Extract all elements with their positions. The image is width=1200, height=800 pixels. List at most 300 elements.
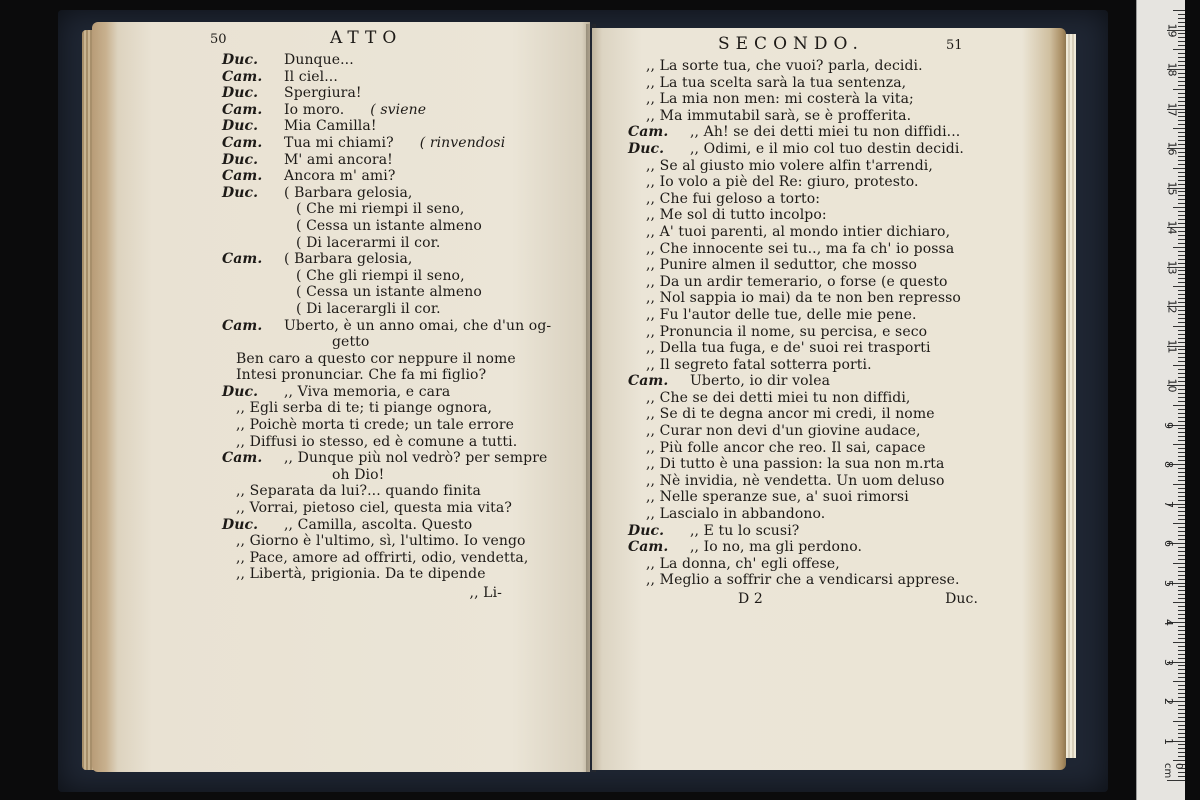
speaker-label (222, 533, 236, 550)
verse-text: Dunque... (284, 52, 354, 68)
speaker-label: Cam. (222, 450, 263, 467)
ruler-tick (1178, 476, 1185, 477)
ruler-tick (1178, 527, 1185, 528)
verse-text: ,, Me sol di tutto incolpo: (646, 207, 827, 224)
verse-text: ,, Ma immutabil sarà, se è profferita. (646, 107, 912, 124)
ruler-tick (1178, 195, 1185, 196)
ruler-tick (1178, 18, 1185, 19)
verse-text: ,, Giorno è l'ultimo, sì, l'ultimo. Io vengo (236, 533, 526, 550)
verse-text: ,, Curar non devi d'un giovine audace, (646, 423, 921, 440)
ruler-tick (1178, 156, 1185, 157)
ruler-tick (1178, 215, 1185, 216)
ruler-tick (1178, 515, 1185, 516)
ruler-tick (1178, 223, 1185, 224)
left-page (92, 22, 590, 772)
verse-text: ( Che mi riempi il seno, (296, 201, 465, 218)
verse-line (222, 400, 542, 417)
ruler-tick (1178, 105, 1185, 106)
ruler-tick (1178, 630, 1185, 631)
verse-text: ,, Pace, amore ad offrirti, odio, vendetta, (236, 549, 529, 566)
verse-line (628, 373, 1038, 390)
verse-line (222, 517, 542, 534)
speaker-label (628, 207, 646, 224)
ruler-tick (1178, 263, 1185, 264)
verse-text: ,, Nelle speranze sue, a' suoi rimorsi (646, 489, 909, 506)
speaker-label: Cam. (628, 373, 669, 390)
ruler-tick (1178, 373, 1185, 374)
ruler-tick (1178, 160, 1185, 161)
ruler-tick (1178, 618, 1185, 619)
ruler-tick (1178, 673, 1185, 674)
verse-text: ,, Io volo a piè del Re: giuro, protesto. (646, 174, 919, 191)
ruler-tick (1178, 377, 1185, 378)
speaker-label (628, 58, 646, 75)
speaker-label: Duc. (628, 522, 665, 539)
ruler-tick (1178, 298, 1185, 299)
verse-line (222, 69, 542, 86)
verse-text: ,, A' tuoi parenti, al mondo intier dichiaro, (646, 223, 951, 240)
ruler-tick (1178, 112, 1185, 113)
ruler-number: 15 (1165, 181, 1179, 195)
ruler-tick (1173, 49, 1185, 50)
ruler-tick (1178, 452, 1185, 453)
speaker-label (222, 434, 236, 451)
ruler-tick (1178, 203, 1185, 204)
ruler-tick (1178, 697, 1185, 698)
ruler-tick (1178, 41, 1185, 42)
verse-text: ,, Se al giusto mio volere alfin t'arrendi, (646, 157, 933, 174)
verse-line (222, 483, 542, 500)
verse-text: Mia Camilla! (284, 118, 377, 135)
verse-text: M' ami ancora! (284, 151, 393, 168)
speaker-label (628, 456, 646, 473)
right-signature: D 2 (738, 591, 763, 607)
ruler-tick (1178, 176, 1185, 177)
right-page-header (628, 36, 1038, 58)
speaker-label (222, 367, 236, 384)
ruler-tick (1178, 468, 1185, 469)
ruler-tick (1178, 184, 1185, 185)
speaker-label: Duc. (222, 184, 259, 201)
verse-line (628, 207, 1038, 224)
ruler-tick (1178, 650, 1185, 651)
ruler-tick (1178, 381, 1185, 382)
ruler-tick (1178, 274, 1185, 275)
verse-text: ,, Dunque più nol vedrò? per sempre (284, 450, 548, 467)
ruler-tick (1178, 259, 1185, 260)
ruler-tick (1178, 101, 1185, 102)
ruler-tick (1178, 448, 1185, 449)
right-page-footer (628, 591, 1038, 609)
verse-line (628, 556, 1038, 573)
speaker-label: Cam. (222, 68, 263, 85)
speaker-label (628, 390, 646, 407)
verse-line (222, 85, 542, 102)
verse-text: ,, Che fui geloso a torto: (646, 190, 821, 207)
verse-line (222, 218, 542, 235)
speaker-label (628, 290, 646, 307)
ruler-tick (1178, 488, 1185, 489)
speaker-label: Cam. (222, 317, 263, 334)
speaker-label (628, 158, 646, 175)
ruler-tick (1178, 45, 1185, 46)
ruler-tick (1178, 421, 1185, 422)
ruler-tick (1178, 744, 1185, 745)
right-page-text (628, 36, 1038, 609)
verse-text: ( Cessa un istante almeno (296, 284, 482, 301)
ruler-tick (1178, 338, 1185, 339)
ruler-tick (1178, 610, 1185, 611)
verse-text: ,, Che innocente sei tu.., ma fa ch' io possa (646, 240, 955, 257)
ruler-tick (1178, 590, 1185, 591)
left-page-footer (222, 585, 542, 603)
ruler-tick (1178, 713, 1185, 714)
ruler-tick (1178, 361, 1185, 362)
speaker-label (222, 566, 236, 583)
speaker-label: Duc. (222, 52, 259, 68)
verse-text: ,, Più folle ancor che reo. Il sai, capace (646, 439, 926, 456)
speaker-label: Duc. (222, 151, 259, 168)
verse-text: ,, Odimi, e il mio col tuo destin decidi. (690, 140, 964, 157)
ruler-tick (1178, 413, 1185, 414)
ruler-tick (1178, 37, 1185, 38)
verse-text: ,, Viva memoria, e cara (284, 383, 451, 400)
right-page (592, 28, 1066, 770)
verse-line (222, 284, 542, 301)
ruler-tick (1178, 53, 1185, 54)
ruler-tick (1178, 26, 1185, 27)
verse-line (222, 351, 542, 368)
speaker-label: Duc. (222, 118, 259, 135)
speaker-label: Cam. (628, 539, 669, 556)
ruler-tick (1178, 357, 1185, 358)
ruler-tick (1178, 551, 1185, 552)
ruler-number: 3 (1162, 658, 1175, 666)
left-page-lines (222, 52, 552, 583)
ruler-tick (1178, 685, 1185, 686)
verse-line (628, 340, 1038, 357)
speaker-label (628, 191, 646, 208)
stage-direction: ( rinvendosi (419, 134, 506, 151)
verse-text: ,, Da un ardir temerario, o forse (e questo (646, 273, 948, 290)
ruler-tick (1173, 10, 1185, 11)
verse-text: Intesi pronunciar. Che fa mi figlio? (236, 367, 487, 384)
verse-text: Ben caro a questo cor neppure il nome (236, 350, 516, 367)
verse-text: Il ciel... (284, 68, 338, 85)
speaker-label: Cam. (222, 134, 263, 151)
left-running-head: ATTO (330, 28, 403, 48)
verse-text: ,, Ah! se dei detti miei tu non diffidi... (690, 124, 961, 141)
ruler-tick (1178, 492, 1185, 493)
verse-text: ,, La sorte tua, che vuoi? parla, decidi. (646, 58, 923, 74)
ruler-number: 18 (1165, 62, 1179, 77)
verse-line (628, 108, 1038, 125)
ruler-tick (1178, 432, 1185, 433)
verse-text: ,, Fu l'autor delle tue, delle mie pene. (646, 306, 917, 323)
ruler-tick (1178, 658, 1185, 659)
ruler-tick (1178, 575, 1185, 576)
ruler-tick (1178, 511, 1185, 512)
ruler-tick (1178, 669, 1185, 670)
verse-text: ( Cessa un istante almeno (296, 217, 482, 234)
ruler-tick (1178, 180, 1185, 181)
verse-line (628, 324, 1038, 341)
ruler-tick (1178, 626, 1185, 627)
verse-line (628, 390, 1038, 407)
speaker-label (628, 489, 646, 506)
verse-text: oh Dio! (332, 466, 385, 483)
verse-text: ,, Meglio a soffrir che a vendicarsi apprese. (646, 572, 960, 589)
ruler-tick (1178, 85, 1185, 86)
verse-line (628, 91, 1038, 108)
verse-line (628, 241, 1038, 258)
ruler-tick (1173, 642, 1185, 643)
ruler-tick (1178, 756, 1185, 757)
verse-text: ,, La donna, ch' egli offese, (646, 555, 840, 572)
verse-line (222, 384, 542, 401)
verse-text: Ancora m' ami? (284, 168, 396, 185)
ruler-tick (1178, 480, 1185, 481)
verse-line (628, 290, 1038, 307)
verse-text: ,, Nol sappia io mai) da te non ben represso (646, 290, 961, 307)
ruler-tick (1178, 353, 1185, 354)
verse-line (628, 440, 1038, 457)
ruler-number: 17 (1165, 102, 1179, 116)
ruler-tick (1178, 120, 1185, 121)
verse-text: getto (332, 334, 370, 351)
ruler-tick (1178, 559, 1185, 560)
ruler-number: 11 (1165, 339, 1179, 353)
ruler-tick (1178, 22, 1185, 23)
verse-line (222, 334, 542, 351)
ruler-tick (1178, 472, 1185, 473)
ruler-number: 1 (1162, 737, 1175, 745)
verse-line (222, 533, 542, 550)
speaker-label: Duc. (222, 516, 259, 533)
verse-line (222, 52, 542, 69)
verse-line (628, 174, 1038, 191)
ruler-tick (1178, 318, 1185, 319)
verse-line (628, 489, 1038, 506)
verse-text: ,, Punire almen il seduttor, che mosso (646, 257, 918, 274)
speaker-label (222, 218, 284, 235)
speaker-label: Cam. (222, 168, 263, 185)
ruler-tick (1178, 132, 1185, 133)
speaker-label (222, 334, 332, 351)
ruler-tick (1173, 207, 1185, 208)
ruler-tick (1178, 255, 1185, 256)
ruler-tick (1173, 444, 1185, 445)
verse-text: ,, Poichè morta ti crede; un tale errore (236, 417, 515, 434)
ruler-tick (1178, 369, 1185, 370)
verse-text: ( Di lacerarmi il cor. (296, 234, 441, 251)
ruler-number: 2 (1162, 698, 1175, 705)
ruler-tick (1178, 191, 1185, 192)
verse-line (628, 224, 1038, 241)
speaker-label (628, 556, 646, 573)
verse-text: ,, Della tua fuga, e de' suoi rei trasporti (646, 340, 931, 357)
ruler-tick (1173, 168, 1185, 169)
verse-line (222, 118, 542, 135)
verse-text: ,, La mia non men: mi costerà la vita; (646, 91, 914, 108)
speaker-label (222, 467, 332, 484)
speaker-label (628, 307, 646, 324)
ruler-tick (1178, 555, 1185, 556)
verse-text: ,, Pronuncia il nome, su percisa, e seco (646, 323, 928, 340)
verse-text: Uberto, è un anno omai, che d'un og- (284, 317, 552, 334)
ruler-tick (1173, 365, 1185, 366)
ruler-tick (1178, 314, 1185, 315)
verse-line (222, 135, 542, 152)
ruler-tick (1178, 705, 1185, 706)
ruler-tick (1178, 456, 1185, 457)
ruler-tick (1178, 77, 1185, 78)
ruler-number: 5 (1162, 579, 1175, 587)
speaker-label (628, 572, 646, 589)
speaker-label (222, 201, 284, 218)
speaker-label (222, 235, 284, 252)
ruler-tick (1173, 563, 1185, 564)
ruler-tick (1178, 606, 1185, 607)
ruler-tick (1178, 693, 1185, 694)
ruler-tick (1178, 440, 1185, 441)
verse-text: ,, Nè invidia, nè vendetta. Un uom deluso (646, 472, 945, 489)
ruler-tick (1178, 65, 1185, 66)
ruler-tick (1178, 93, 1185, 94)
verse-line (222, 235, 542, 252)
speaker-label (628, 406, 646, 423)
ruler-tick (1178, 243, 1185, 244)
ruler-number: 7 (1162, 500, 1175, 508)
speaker-label (628, 274, 646, 291)
ruler-number: 8 (1162, 461, 1175, 468)
verse-line (222, 317, 552, 335)
ruler-number: 14 (1165, 220, 1179, 235)
speaker-label (222, 417, 236, 434)
verse-line (222, 467, 542, 484)
ruler-tick (1173, 247, 1185, 248)
ruler-tick (1178, 322, 1185, 323)
speaker-label: Cam. (222, 101, 263, 118)
speaker-label (222, 400, 236, 417)
ruler-tick (1173, 681, 1185, 682)
ruler-tick (1178, 290, 1185, 291)
ruler-tick (1178, 500, 1185, 501)
left-page-text (210, 28, 552, 603)
ruler-tick (1178, 14, 1185, 15)
ruler-tick (1178, 594, 1185, 595)
ruler-tick (1178, 614, 1185, 615)
ruler-tick (1178, 460, 1185, 461)
verse-line (628, 506, 1038, 523)
ruler-tick (1178, 535, 1185, 536)
verse-text: ( Barbara gelosia, (284, 184, 413, 201)
ruler-tick (1173, 760, 1185, 761)
ruler-tick (1178, 638, 1185, 639)
speaker-label (628, 241, 646, 258)
ruler-tick (1178, 219, 1185, 220)
ruler-tick (1178, 717, 1185, 718)
ruler-number: 9 (1162, 421, 1175, 429)
speaker-label (628, 324, 646, 341)
speaker-label (222, 351, 236, 368)
verse-line (222, 185, 542, 202)
verse-text: ,, Io no, ma gli perdono. (690, 539, 863, 556)
verse-text: ,, Che se dei detti miei tu non diffidi, (646, 389, 911, 406)
ruler-unit-label: 0 cm (1162, 763, 1184, 779)
verse-text: Spergiura! (284, 85, 362, 102)
speaker-label (628, 440, 646, 457)
verse-line (222, 301, 542, 318)
ruler-tick (1178, 571, 1185, 572)
ruler-tick (1178, 140, 1185, 141)
verse-line (628, 572, 1038, 589)
verse-text: ( Barbara gelosia, (284, 251, 413, 268)
ruler-tick (1178, 97, 1185, 98)
ruler-tick (1178, 725, 1185, 726)
verse-line (628, 124, 1038, 141)
verse-text: ( Di lacerargli il cor. (296, 300, 441, 317)
speaker-label (628, 108, 646, 125)
ruler-tick (1178, 579, 1185, 580)
verse-text: ,, Vorrai, pietoso ciel, questa mia vita? (236, 500, 512, 517)
verse-line (628, 523, 1038, 540)
verse-text: Tua mi chiami? (284, 134, 394, 151)
speaker-label: Cam. (222, 251, 263, 268)
ruler-tick (1173, 128, 1185, 129)
verse-line (222, 417, 542, 434)
speaker-label (222, 500, 236, 517)
ruler-tick (1178, 496, 1185, 497)
ruler-tick (1178, 733, 1185, 734)
ruler-tick (1178, 752, 1185, 753)
verse-line (628, 473, 1038, 490)
ruler-tick (1173, 523, 1185, 524)
speaker-label (628, 257, 646, 274)
ruler-tick (1178, 310, 1185, 311)
speaker-label (628, 91, 646, 108)
ruler-tick (1178, 646, 1185, 647)
verse-line (222, 550, 542, 567)
ruler-tick (1178, 61, 1185, 62)
verse-text: ,, Separata da lui?... quando finita (236, 483, 481, 500)
verse-line (222, 566, 542, 583)
verse-text: ,, Diffusi io stesso, ed è comune a tutti. (236, 433, 518, 450)
speaker-label (222, 301, 284, 318)
ruler-tick (1178, 709, 1185, 710)
ruler-tick (1178, 199, 1185, 200)
ruler-tick (1178, 278, 1185, 279)
verse-line (628, 158, 1038, 175)
speaker-label: Duc. (222, 383, 259, 400)
ruler-tick (1178, 282, 1185, 283)
verse-line (628, 307, 1038, 324)
ruler-tick (1178, 598, 1185, 599)
right-catchword: Duc. (945, 591, 978, 607)
ruler-tick (1178, 294, 1185, 295)
ruler-number: 6 (1162, 540, 1175, 547)
ruler-tick (1178, 417, 1185, 418)
ruler-tick (1178, 665, 1185, 666)
verse-line (222, 268, 542, 285)
ruler-number: 4 (1162, 619, 1175, 626)
verse-line (222, 434, 542, 451)
ruler-number: 10 (1165, 378, 1179, 393)
ruler-tick (1178, 436, 1185, 437)
verse-text: ,, E tu lo scusi? (690, 522, 800, 539)
speaker-label (222, 268, 284, 285)
verse-line (222, 367, 542, 384)
